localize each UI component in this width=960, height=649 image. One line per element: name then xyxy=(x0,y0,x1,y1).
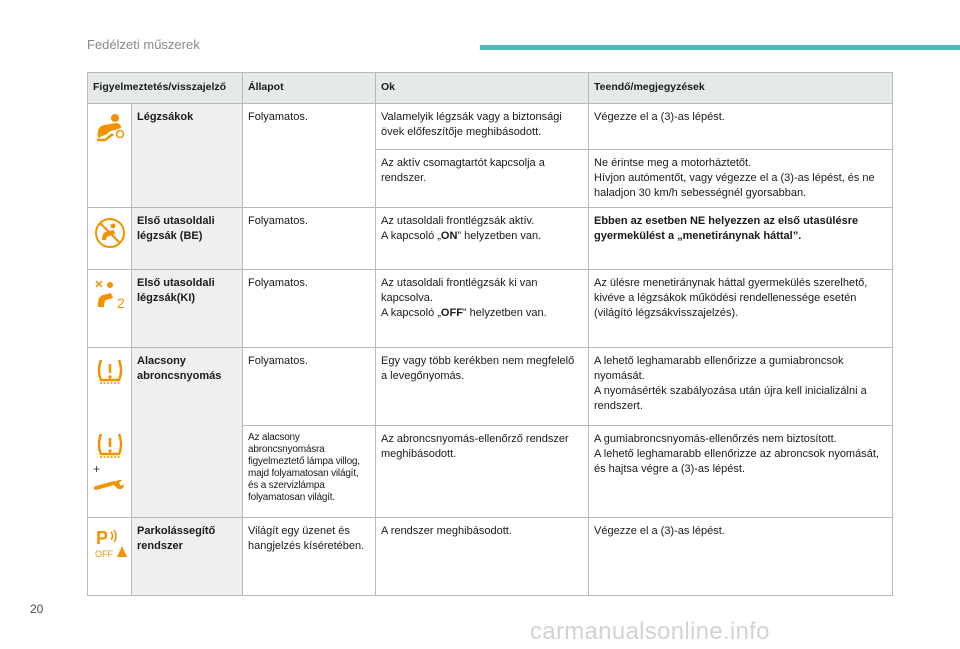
tyre-pressure-icon xyxy=(93,430,126,460)
cause-line xyxy=(381,306,583,321)
cause-text: A kapcsoló „ xyxy=(381,307,441,319)
icon-cell xyxy=(88,348,132,518)
page-number: 20 xyxy=(30,602,44,616)
cause-line: Az utasoldali frontlégzsák aktív. xyxy=(381,215,535,227)
watermark: carmanualsonline.info xyxy=(530,618,770,645)
action-cell: Az ülésre menetiránynak háttal gyermekülés szerelhető, kivéve a légzsákok működési rendellenessége esetén (világító légzsákvisszajelzés). xyxy=(589,270,893,348)
tyre-pressure-icon xyxy=(93,356,126,386)
action-cell: Végezze el a (3)-as lépést. xyxy=(589,104,893,150)
row-label: Első utasoldali légzsák (BE) xyxy=(132,208,243,270)
table-row xyxy=(88,518,893,596)
cause-line xyxy=(381,229,583,244)
action-line: A nyomásérték szabályozása után újra kell inicializálni a rendszert. xyxy=(594,385,867,412)
icon-cell xyxy=(88,208,132,270)
status-cell: Folyamatos. xyxy=(243,104,376,208)
row-label: Alacsony abroncsnyomás xyxy=(132,348,243,518)
status-cell: Folyamatos. xyxy=(243,270,376,348)
cause-cell: Az aktív csomagtartót kapcsolja a rendszer. xyxy=(376,150,589,208)
action-line: A gumiabroncsnyomás-ellenőrzés nem biztosított. xyxy=(594,433,837,445)
svg-text:OFF: OFF xyxy=(95,549,113,559)
row-label: Első utasoldali légzsák(KI) xyxy=(132,270,243,348)
table-row xyxy=(88,270,893,348)
parking-sensor-off-icon xyxy=(93,526,126,560)
wrench-icon xyxy=(93,478,126,492)
action-cell: Végezze el a (3)-as lépést. xyxy=(589,518,893,596)
table-row xyxy=(88,208,893,270)
status-cell: Az alacsony abroncsnyomásra figyelmeztető lámpa villog, majd folyamatosan világít, és a szervizlámpa folyamatosan világít. xyxy=(243,426,376,518)
switch-state: ON xyxy=(440,230,458,242)
cause-cell xyxy=(376,208,589,270)
warning-lights-table xyxy=(87,72,893,596)
table-row xyxy=(88,104,893,150)
header-accent-bar xyxy=(480,45,960,50)
row-label: Parkolássegítő rendszer xyxy=(132,518,243,596)
action-line: Ne érintse meg a motorháztetőt. xyxy=(594,157,752,169)
column-header-action: Teendő/megjegyzések xyxy=(589,73,893,104)
icon-cell xyxy=(88,104,132,208)
cause-cell: Valamelyik légzsák vagy a biztonsági övek előfeszítője meghibásodott. xyxy=(376,104,589,150)
column-header-status: Állapot xyxy=(243,73,376,104)
action-cell: Ebben az esetben NE helyezzen az első utasülésre gyermekülést a „menetiránynak háttal”. xyxy=(589,208,893,270)
cause-cell: A rendszer meghibásodott. xyxy=(376,518,589,596)
table-row xyxy=(88,348,893,426)
action-cell xyxy=(589,426,893,518)
action-line: Hívjon autómentőt, vagy végezze el a (3)-as lépést, és ne haladjon 30 km/h sebességnél gyorsabban. xyxy=(594,172,875,199)
passenger-airbag-on-icon xyxy=(93,216,126,250)
action-cell xyxy=(589,348,893,426)
icon-cell xyxy=(88,270,132,348)
column-header-indicator: Figyelmeztetés/visszajelző xyxy=(88,73,243,104)
table-header-row xyxy=(88,73,893,104)
status-cell: Folyamatos. xyxy=(243,208,376,270)
airbag-warning-icon xyxy=(93,112,126,142)
column-header-cause: Ok xyxy=(376,73,589,104)
passenger-airbag-off-icon xyxy=(93,278,126,310)
action-line: A lehető leghamarabb ellenőrizze a gumiabroncsok nyomását. xyxy=(594,355,844,382)
status-cell: Világít egy üzenet és hangjelzés kíséretében. xyxy=(243,518,376,596)
cause-text: ” helyzetben van. xyxy=(462,307,547,319)
cause-cell: Az abroncsnyomás-ellenőrző rendszer meghibásodott. xyxy=(376,426,589,518)
plus-sign: + xyxy=(93,462,101,476)
cause-text: ” helyzetben van. xyxy=(457,230,542,242)
svg-text:2: 2 xyxy=(117,295,125,310)
svg-text:P: P xyxy=(96,528,109,548)
cause-cell xyxy=(376,270,589,348)
status-cell: Folyamatos. xyxy=(243,348,376,426)
cause-cell: Egy vagy több kerékben nem megfelelő a levegőnyomás. xyxy=(376,348,589,426)
cause-line: Az utasoldali frontlégzsák ki van kapcsolva. xyxy=(381,277,538,304)
icon-cell xyxy=(88,518,132,596)
row-label: Légzsákok xyxy=(132,104,243,208)
action-cell xyxy=(589,150,893,208)
cause-text: A kapcsoló „ xyxy=(381,230,441,242)
switch-state: OFF xyxy=(440,307,463,319)
action-line: A lehető leghamarabb ellenőrizze az abroncsok nyomását, és hajtsa végre a (3)-as lépést. xyxy=(594,448,879,475)
section-title: Fedélzeti műszerek xyxy=(87,37,200,52)
